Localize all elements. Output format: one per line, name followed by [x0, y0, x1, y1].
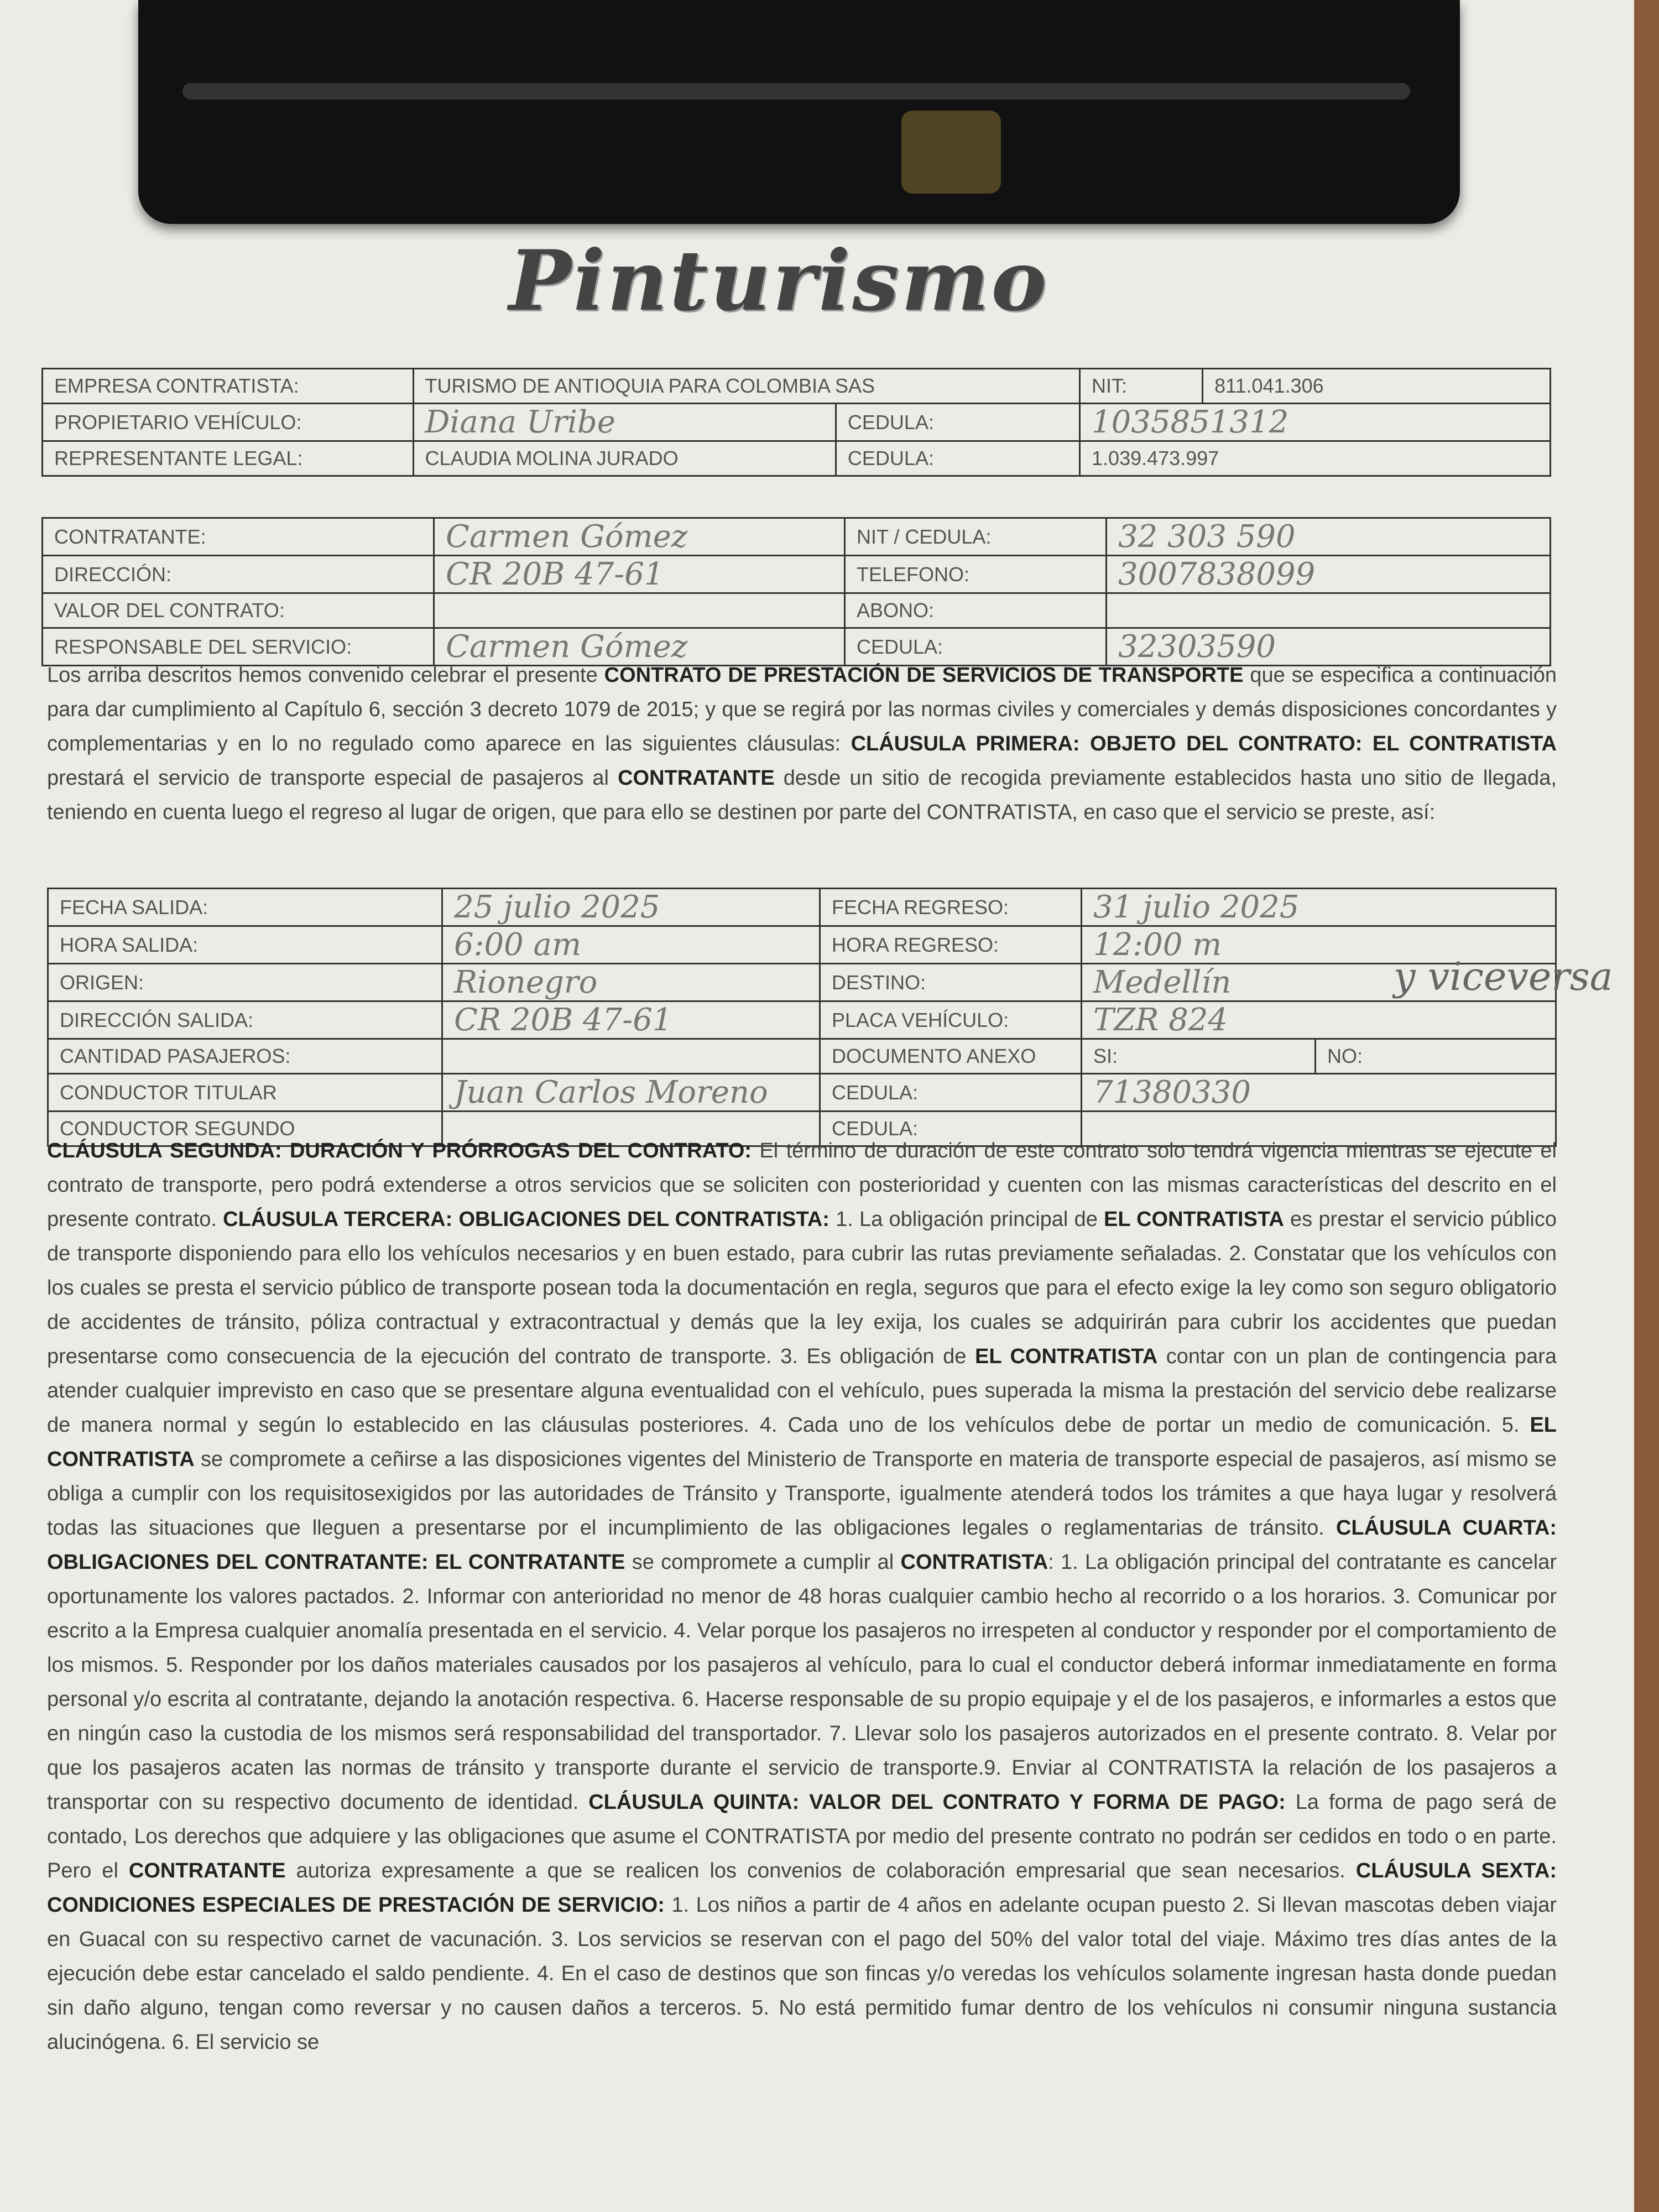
valor-value: [434, 593, 845, 628]
contratista-bold: EL CONTRATISTA: [975, 1345, 1158, 1368]
contratante-value: Carmen Gómez: [434, 518, 845, 556]
clauses-body: [47, 1134, 1557, 2059]
direccion-label: DIRECCIÓN:: [43, 556, 434, 593]
company-table: [41, 368, 1551, 477]
empresa-label: EMPRESA CONTRATISTA:: [43, 369, 414, 404]
clause-1-text: desde un sitio de recogida previamente establecidos hasta uno sitio de llegada, teniendo en cuenta luego el regreso al lugar de origen, que para ello se destinen por parte del CONTRATISTA, en caso que el servicio se preste, así:: [47, 766, 1557, 824]
company-logo: Pinturismo: [509, 232, 1049, 330]
clause-3-text: 1. La obligación principal de: [829, 1208, 1104, 1231]
table-row: [48, 926, 1556, 964]
table-row: [43, 593, 1551, 628]
no-label: NO:: [1316, 1039, 1556, 1074]
nit-cedula-label: NIT / CEDULA:: [845, 518, 1107, 556]
clause-6-title: CLÁUSULA SEXTA: CONDICIONES ESPECIALES DE PRESTACIÓN DE SERVICIO:: [47, 1859, 1557, 1917]
cedula-label: CEDULA:: [820, 1074, 1082, 1112]
hora-regreso-label: HORA REGRESO:: [820, 926, 1082, 964]
fecha-salida-value: 25 julio 2025: [442, 889, 820, 926]
clause-4-title: CLÁUSULA CUARTA: OBLIGACIONES DEL CONTRATANTE: EL CONTRATANTE: [47, 1516, 1557, 1574]
origen-label: ORIGEN:: [48, 964, 442, 1001]
clause-1-title: CLÁUSULA PRIMERA: OBJETO DEL CONTRATO: EL CONTRATISTA: [851, 732, 1557, 755]
responsable-label: RESPONSABLE DEL SERVICIO:: [43, 628, 434, 666]
conductor-titular-label: CONDUCTOR TITULAR: [48, 1074, 442, 1112]
clause-2-title: CLÁUSULA SEGUNDA: DURACIÓN Y PRÓRROGAS DEL CONTRATO:: [47, 1139, 752, 1162]
direccion-value: CR 20B 47-61: [434, 556, 845, 593]
conductor-titular-value: Juan Carlos Moreno: [442, 1074, 820, 1112]
table-row: [43, 556, 1551, 593]
responsable-value: Carmen Gómez: [434, 628, 845, 666]
table-row: [48, 1039, 1556, 1074]
direccion-salida-value: CR 20B 47-61: [442, 1001, 820, 1039]
cedula-label: CEDULA:: [845, 628, 1107, 666]
placa-label: PLACA VEHÍCULO:: [820, 1001, 1082, 1039]
clipboard-clip: [138, 0, 1460, 224]
cantidad-label: CANTIDAD PASAJEROS:: [48, 1039, 442, 1074]
table-row: [48, 1074, 1556, 1112]
hora-regreso-value: 12:00 m: [1082, 926, 1556, 964]
representante-label: REPRESENTANTE LEGAL:: [43, 441, 414, 476]
telefono-label: TELEFONO:: [845, 556, 1107, 593]
representante-value: CLAUDIA MOLINA JURADO: [413, 441, 836, 476]
clip-sticker: [901, 111, 1001, 194]
table-row: [43, 404, 1551, 441]
table-row: [43, 369, 1551, 404]
propietario-cedula: 1035851312: [1080, 404, 1551, 441]
contratista-bold: EL CONTRATISTA: [47, 1413, 1557, 1471]
hora-salida-value: 6:00 am: [442, 926, 820, 964]
clause-3-text: se compromete a ceñirse a las disposiciones vigentes del Ministerio de Transporte en materia de transporte especial de pasajeros, así mismo se obliga a cumplir con los requisitosexigidos por las autoridades de Tránsito y Transporte, igualmente atenderá todos los trámites a que haya lugar y resolverá todas las situaciones que lleguen a presentarse por el incumplimiento de las obligaciones legales o reglamentarias de tránsito.: [47, 1448, 1557, 1540]
table-row: [43, 518, 1551, 556]
clause-1-text: prestará el servicio de transporte especial de pasajeros al: [47, 766, 618, 790]
clause-5-text: autoriza expresamente a que se realicen los convenios de colaboración empresarial que sean necesarios.: [285, 1859, 1356, 1882]
conductor-titular-cedula: 71380330: [1082, 1074, 1556, 1112]
clause-3-text: contar con un plan de contingencia para atender cualquier imprevisto en caso que se presentare alguna eventualidad con el vehículo, pues superada la misma la prestación del servicio debe realizarse de manera normal y según lo establecido en las cláusulas posteriores. 4. Cada uno de los vehículos debe de portar un medio de comunicación. 5.: [47, 1345, 1557, 1437]
clause-3-text: es prestar el servicio público de transporte disponiendo para ello los vehículos necesarios y en buen estado, para cubrir las rutas previamente señaladas. 2. Constatar que los vehículos con los cuales se presta el servicio público de transporte posean toda la documentación en regla, seguros que para el efecto exige la ley como son seguro obligatorio de accidentes de tránsito, póliza contractual y extracontractual y demás que la ley exija, los cuales se adquirirán para cubrir los accidentes que puedan presentarse como consecuencia de la ejecución del contrato de transporte. 3. Es obligación de: [47, 1208, 1557, 1368]
hora-salida-label: HORA SALIDA:: [48, 926, 442, 964]
empresa-value: TURISMO DE ANTIOQUIA PARA COLOMBIA SAS: [413, 369, 1080, 404]
destino-value: Medellín: [1082, 964, 1556, 1001]
si-label: SI:: [1082, 1039, 1316, 1074]
contratante-bold: CONTRATANTE: [128, 1859, 286, 1882]
fecha-regreso-value: 31 julio 2025: [1082, 889, 1556, 926]
clause-2-text: El término de duración de este contrato solo tendrá vigencia mientras se ejecute el contrato de transporte, pero podrá extenderse a otros servicios que se soliciten con posterioridad y cuenten con las mismas características del descrito en el presente contrato.: [47, 1139, 1557, 1231]
propietario-label: PROPIETARIO VEHÍCULO:: [43, 404, 414, 441]
propietario-value: Diana Uribe: [413, 404, 836, 441]
conductor-segundo-label: CONDUCTOR SEGUNDO: [48, 1112, 442, 1146]
table-row: [48, 964, 1556, 1001]
contract-title: CONTRATO DE PRESTACIÓN DE SERVICIOS DE TRANSPORTE: [604, 664, 1244, 687]
placa-value: TZR 824: [1082, 1001, 1556, 1039]
clause-4-text: se compromete a cumplir al: [625, 1551, 901, 1574]
nit-cedula-value: 32 303 590: [1107, 518, 1551, 556]
intro-paragraph: [47, 658, 1557, 830]
destino-label: DESTINO:: [820, 964, 1082, 1001]
contratista-bold: EL CONTRATISTA: [1104, 1208, 1284, 1231]
origen-value: Rionegro: [442, 964, 820, 1001]
contratante-bold: CONTRATANTE: [618, 766, 775, 790]
trip-table: [47, 888, 1557, 1147]
table-row: [48, 889, 1556, 926]
intro-text: que se especifica a continuación para dar cumplimiento al Capítulo 6, sección 3 decreto 1079 de 2015; y que se regirá por las normas civiles y comerciales y demás disposiciones concordantes y complementarias y en lo no regulado como aparece en las siguientes cláusulas:: [47, 664, 1557, 755]
clause-4-text: : 1. La obligación principal del contratante es cancelar oportunamente los valores pactados. 2. Informar con anterioridad no menor de 48 horas cualquier cambio hecho al recorrido o a los horarios. 3. Comunicar por escrito a la Empresa cualquier anomalía presentada en el servicio. 4. Velar porque los pasajeros no irrespeten al conductor y responder por el comportamiento de los mismos. 5. Responder por los daños materiales causados por los pasajeros al vehículo, para lo cual el conductor deberá informar inmediatamente en forma personal y/o escrita al contratante, dejando la anotación respectiva. 6. Hacerse responsable de su propio equipaje y el de los pasajeros, e informarles a estos que en ningún caso la custodia de los mismos será responsabilidad del transportador. 7. Llevar solo los pasajeros autorizados en el presente contrato. 8. Velar por que los pasajeros acaten las normas de tránsito y transporte durante el servicio de transporte.9. Enviar al CONTRATISTA la relación de los pasajeros a transportar con su respectivo documento de identidad.: [47, 1551, 1557, 1814]
nit-label: NIT:: [1080, 369, 1203, 404]
contract-table: [41, 517, 1551, 666]
fecha-salida-label: FECHA SALIDA:: [48, 889, 442, 926]
telefono-value: 3007838099: [1107, 556, 1551, 593]
intro-text: Los arriba descritos hemos convenido celebrar el presente: [47, 664, 604, 687]
clause-6-text: 1. Los niños a partir de 4 años en adelante ocupan puesto 2. Si llevan mascotas deben viajar en Guacal con su respectivo carnet de vacunación. 3. Los servicios se reservan con el pago del 50% del valor total del viaje. Máximo tres días antes de la ejecución debe estar cancelado el saldo pendiente. 4. En el caso de destinos que son fincas y/o veredas los vehículos solamente ingresan hasta donde puedan sin daño alguno, tengan como reversar y no causen daños a terceros. 5. No está permitido fumar dentro de los vehículos ni consumir ninguna sustancia alucinógena. 6. El servicio se: [47, 1893, 1557, 2054]
fecha-regreso-label: FECHA REGRESO:: [820, 889, 1082, 926]
clause-3-title: CLÁUSULA TERCERA: OBLIGACIONES DEL CONTRATISTA:: [223, 1208, 830, 1231]
table-row: [48, 1001, 1556, 1039]
nit-value: 811.041.306: [1203, 369, 1551, 404]
abono-value: [1107, 593, 1551, 628]
cedula-label: CEDULA:: [820, 1112, 1082, 1146]
contratista-bold: CONTRATISTA: [900, 1551, 1048, 1574]
clause-5-title: CLÁUSULA QUINTA: VALOR DEL CONTRATO Y FORMA DE PAGO:: [588, 1791, 1286, 1814]
documento-label: DOCUMENTO ANEXO: [820, 1039, 1082, 1074]
contratante-label: CONTRATANTE:: [43, 518, 434, 556]
abono-label: ABONO:: [845, 593, 1107, 628]
cedula-label: CEDULA:: [836, 404, 1079, 441]
cedula-label: CEDULA:: [836, 441, 1079, 476]
direccion-salida-label: DIRECCIÓN SALIDA:: [48, 1001, 442, 1039]
cedula-value: 32303590: [1107, 628, 1551, 666]
destino-extra-handwriting: y viceversa: [1394, 954, 1613, 999]
clip-highlight: [182, 83, 1410, 100]
table-row: [43, 441, 1551, 476]
clause-5-text: La forma de pago será de contado, Los derechos que adquiere y las obligaciones que asume el CONTRATISTA por medio del presente contrato no podrán ser cedidos en todo o en parte. Pero el: [47, 1791, 1557, 1882]
valor-label: VALOR DEL CONTRATO:: [43, 593, 434, 628]
representante-cedula: 1.039.473.997: [1080, 441, 1551, 476]
cantidad-value: [442, 1039, 820, 1074]
